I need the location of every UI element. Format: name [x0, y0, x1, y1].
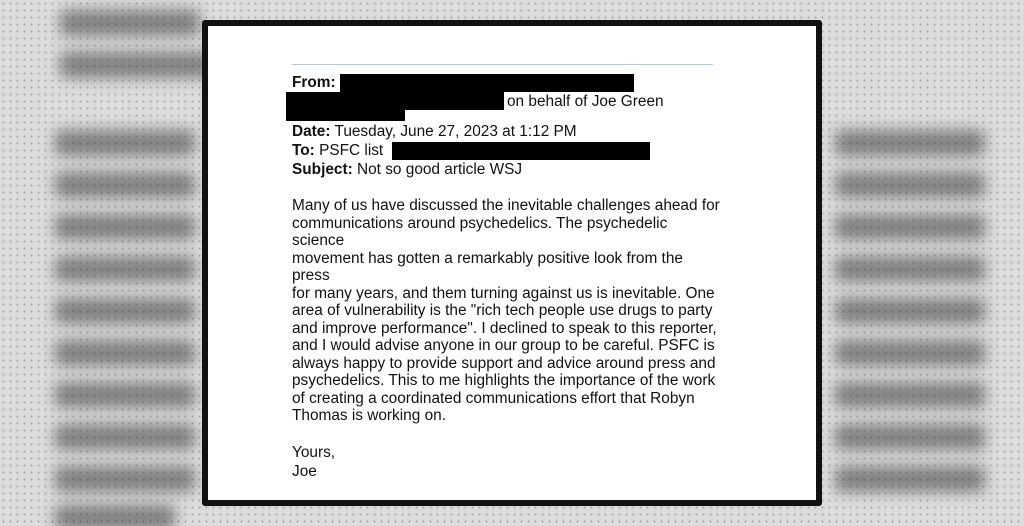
date-value: Tuesday, June 27, 2023 at 1:12 PM	[334, 123, 577, 140]
blurred-text-line	[55, 172, 195, 198]
redaction-bar	[286, 92, 504, 110]
subject-label: Subject:	[292, 161, 353, 178]
blurred-text-line	[55, 466, 195, 492]
blurred-text-line	[55, 505, 175, 526]
blurred-text-line	[60, 52, 210, 78]
to-value: PSFC list	[319, 142, 384, 159]
redaction-bar	[340, 74, 634, 92]
from-row	[292, 73, 722, 92]
blurred-text-line	[835, 424, 985, 450]
email-signoff: Yours, Joe	[292, 443, 336, 480]
blurred-text-line	[55, 424, 195, 450]
blurred-text-line	[835, 256, 985, 282]
blurred-text-line	[60, 10, 200, 36]
sender-row	[292, 92, 722, 111]
blurred-text-line	[55, 340, 195, 366]
blurred-text-line	[55, 256, 195, 282]
from-label: From:	[292, 74, 336, 91]
blurred-text-line	[55, 214, 195, 240]
to-label: To:	[292, 142, 315, 159]
header-divider	[292, 64, 713, 65]
email-content	[292, 73, 722, 481]
subject-row	[292, 160, 722, 179]
email-document	[202, 20, 822, 506]
blurred-text-line	[835, 340, 985, 366]
blurred-text-line	[835, 172, 985, 198]
redaction-bar	[392, 142, 650, 160]
blurred-text-line	[835, 466, 985, 492]
email-body: Many of us have discussed the inevitable challenges ahead for communications around psychedelics. The psychedelic science movement has gotten a remarkably positive look from the press for many years, and them turning against us is inevitable. One area of vulnerability is the "rich tech people use drugs to party and improve performance". I declined to speak to this reporter, and I would advise anyone in our group to be careful. PSFC is always happy to provide support and advice around press and psychedelics. This to me highlights the importance of the work of creating a coordinated communications effort that Robyn Thomas is working on.	[292, 197, 720, 424]
date-row	[292, 122, 722, 141]
blurred-text-line	[835, 382, 985, 408]
redaction-bar	[286, 109, 405, 121]
to-row	[292, 141, 722, 160]
blurred-text-line	[835, 214, 985, 240]
on-behalf-text: on behalf of Joe Green	[507, 93, 664, 110]
blurred-text-line	[55, 130, 195, 156]
blurred-text-line	[835, 298, 985, 324]
blurred-text-line	[55, 382, 195, 408]
blurred-text-line	[55, 298, 195, 324]
subject-value: Not so good article WSJ	[357, 161, 523, 178]
blurred-text-line	[835, 130, 985, 156]
date-label: Date:	[292, 123, 331, 140]
